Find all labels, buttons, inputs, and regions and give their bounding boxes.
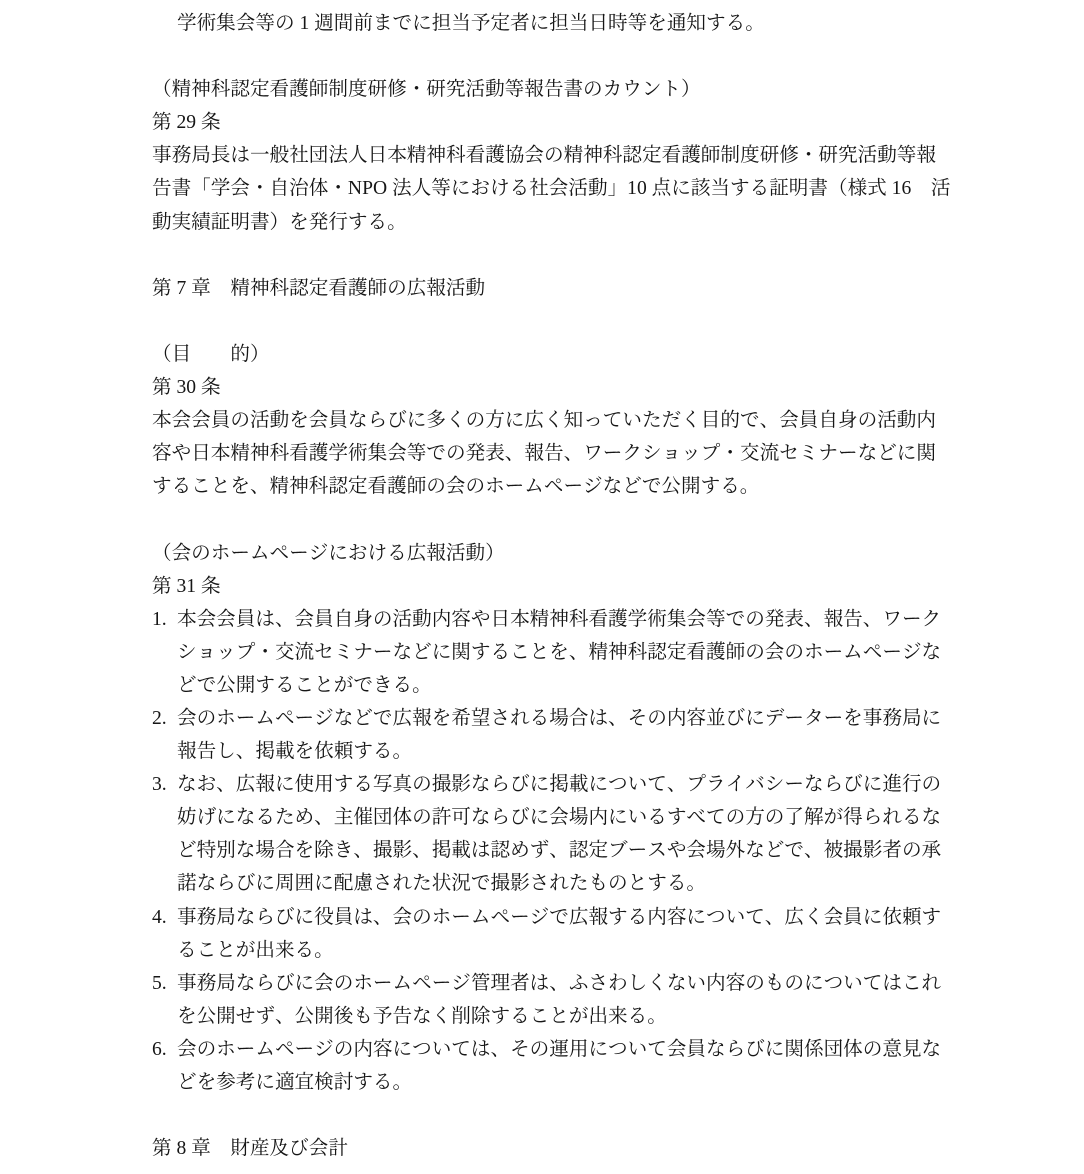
- paragraph-line-3: 動実績証明書）を発行する。: [152, 211, 407, 233]
- list-item-line-4: 諾ならびに周囲に配慮された状況で撮影されたものとする。: [177, 873, 707, 895]
- article-number: 第 31 条: [152, 575, 221, 597]
- list-item-number: 5.: [152, 972, 167, 994]
- list-item-number: 6.: [152, 1038, 167, 1060]
- section-label: （目 的）: [152, 343, 270, 365]
- list-item-number: 2.: [152, 707, 167, 729]
- list-item-line-1: [152, 967, 942, 1000]
- list-item-number: 3.: [152, 774, 167, 796]
- list-item-line-1: [152, 702, 942, 735]
- list-item-text: 事務局ならびに会のホームページ管理者は、ふさわしくない内容のものについてはこれ: [177, 972, 942, 994]
- list-item-line-2: ショップ・交流セミナーなどに関することを、精神科認定看護師の会のホームページな: [177, 641, 942, 663]
- list-item-line-2: どを参考に適宜検討する。: [177, 1072, 413, 1093]
- list-item-number: 1.: [152, 608, 167, 630]
- blank-line: [152, 1099, 936, 1132]
- blank-line: [152, 305, 936, 338]
- list-item-line-1: [152, 901, 942, 934]
- list-item-line-1: [152, 768, 942, 801]
- article-number: 第 30 条: [152, 377, 221, 399]
- list-item-line-1: [152, 1033, 942, 1066]
- list-item-text: 会のホームページなどで広報を希望される場合は、その内容並びにデーターを事務局に: [177, 707, 942, 729]
- section-label: （会のホームページにおける広報活動）: [152, 542, 505, 564]
- section-label: （精神科認定看護師制度研修・研究活動等報告書のカウント）: [152, 79, 701, 101]
- list-item-text: 事務局ならびに役員は、会のホームページで広報する内容について、広く会員に依頼す: [177, 906, 942, 928]
- list-item-line-3: ど特別な場合を除き、撮影、掲載は認めず、認定ブースや会場外などで、被撮影者の承: [177, 840, 942, 862]
- blank-line: [152, 40, 936, 73]
- blank-line: [152, 503, 936, 536]
- blank-line: [152, 239, 936, 272]
- list-item-line-3: どで公開することができる。: [177, 674, 432, 696]
- chapter-heading: 第 8 章 財産及び会計: [152, 1138, 348, 1160]
- continuation-line: 学術集会等の 1 週間前までに担当予定者に担当日時等を通知する。: [177, 13, 765, 34]
- list-item-line-2: 報告し、掲載を依頼する。: [177, 741, 413, 763]
- paragraph-line-1: 事務局長は一般社団法人日本精神科看護協会の精神科認定看護師制度研修・研究活動等報: [152, 145, 936, 167]
- chapter-heading: 第 7 章 精神科認定看護師の広報活動: [152, 277, 486, 299]
- list-item-line-2: 妨げになるため、主催団体の許可ならびに会場内にいるすべての方の了解が得られるな: [177, 807, 942, 829]
- list-item-line-2: ることが出来る。: [177, 939, 334, 961]
- list-item-text: なお、広報に使用する写真の撮影ならびに掲載について、プライバシーならびに進行の: [177, 774, 942, 796]
- paragraph-line-1: 本会会員の活動を会員ならびに多くの方に広く知っていただく目的で、会員自身の活動内: [152, 410, 936, 432]
- list-item-number: 4.: [152, 906, 167, 928]
- article-number: 第 29 条: [152, 112, 221, 134]
- list-item-line-2: を公開せず、公開後も予告なく削除することが出来る。: [177, 1005, 667, 1027]
- paragraph-line-3: することを、精神科認定看護師の会のホームページなどで公開する。: [152, 476, 760, 498]
- list-item-text: 会のホームページの内容については、その運用について会員ならびに関係団体の意見な: [177, 1038, 942, 1060]
- paragraph-line-2: 容や日本精神科看護学術集会等での発表、報告、ワークショップ・交流セミナーなどに関: [152, 443, 936, 465]
- list-item-line-1: [152, 603, 942, 636]
- paragraph-line-2: 告書「学会・自治体・NPO 法人等における社会活動」10 点に該当する証明書（様式 16 活: [152, 178, 951, 200]
- list-item-text: 本会会員は、会員自身の活動内容や日本精神科看護学術集会等での発表、報告、ワーク: [177, 608, 942, 630]
